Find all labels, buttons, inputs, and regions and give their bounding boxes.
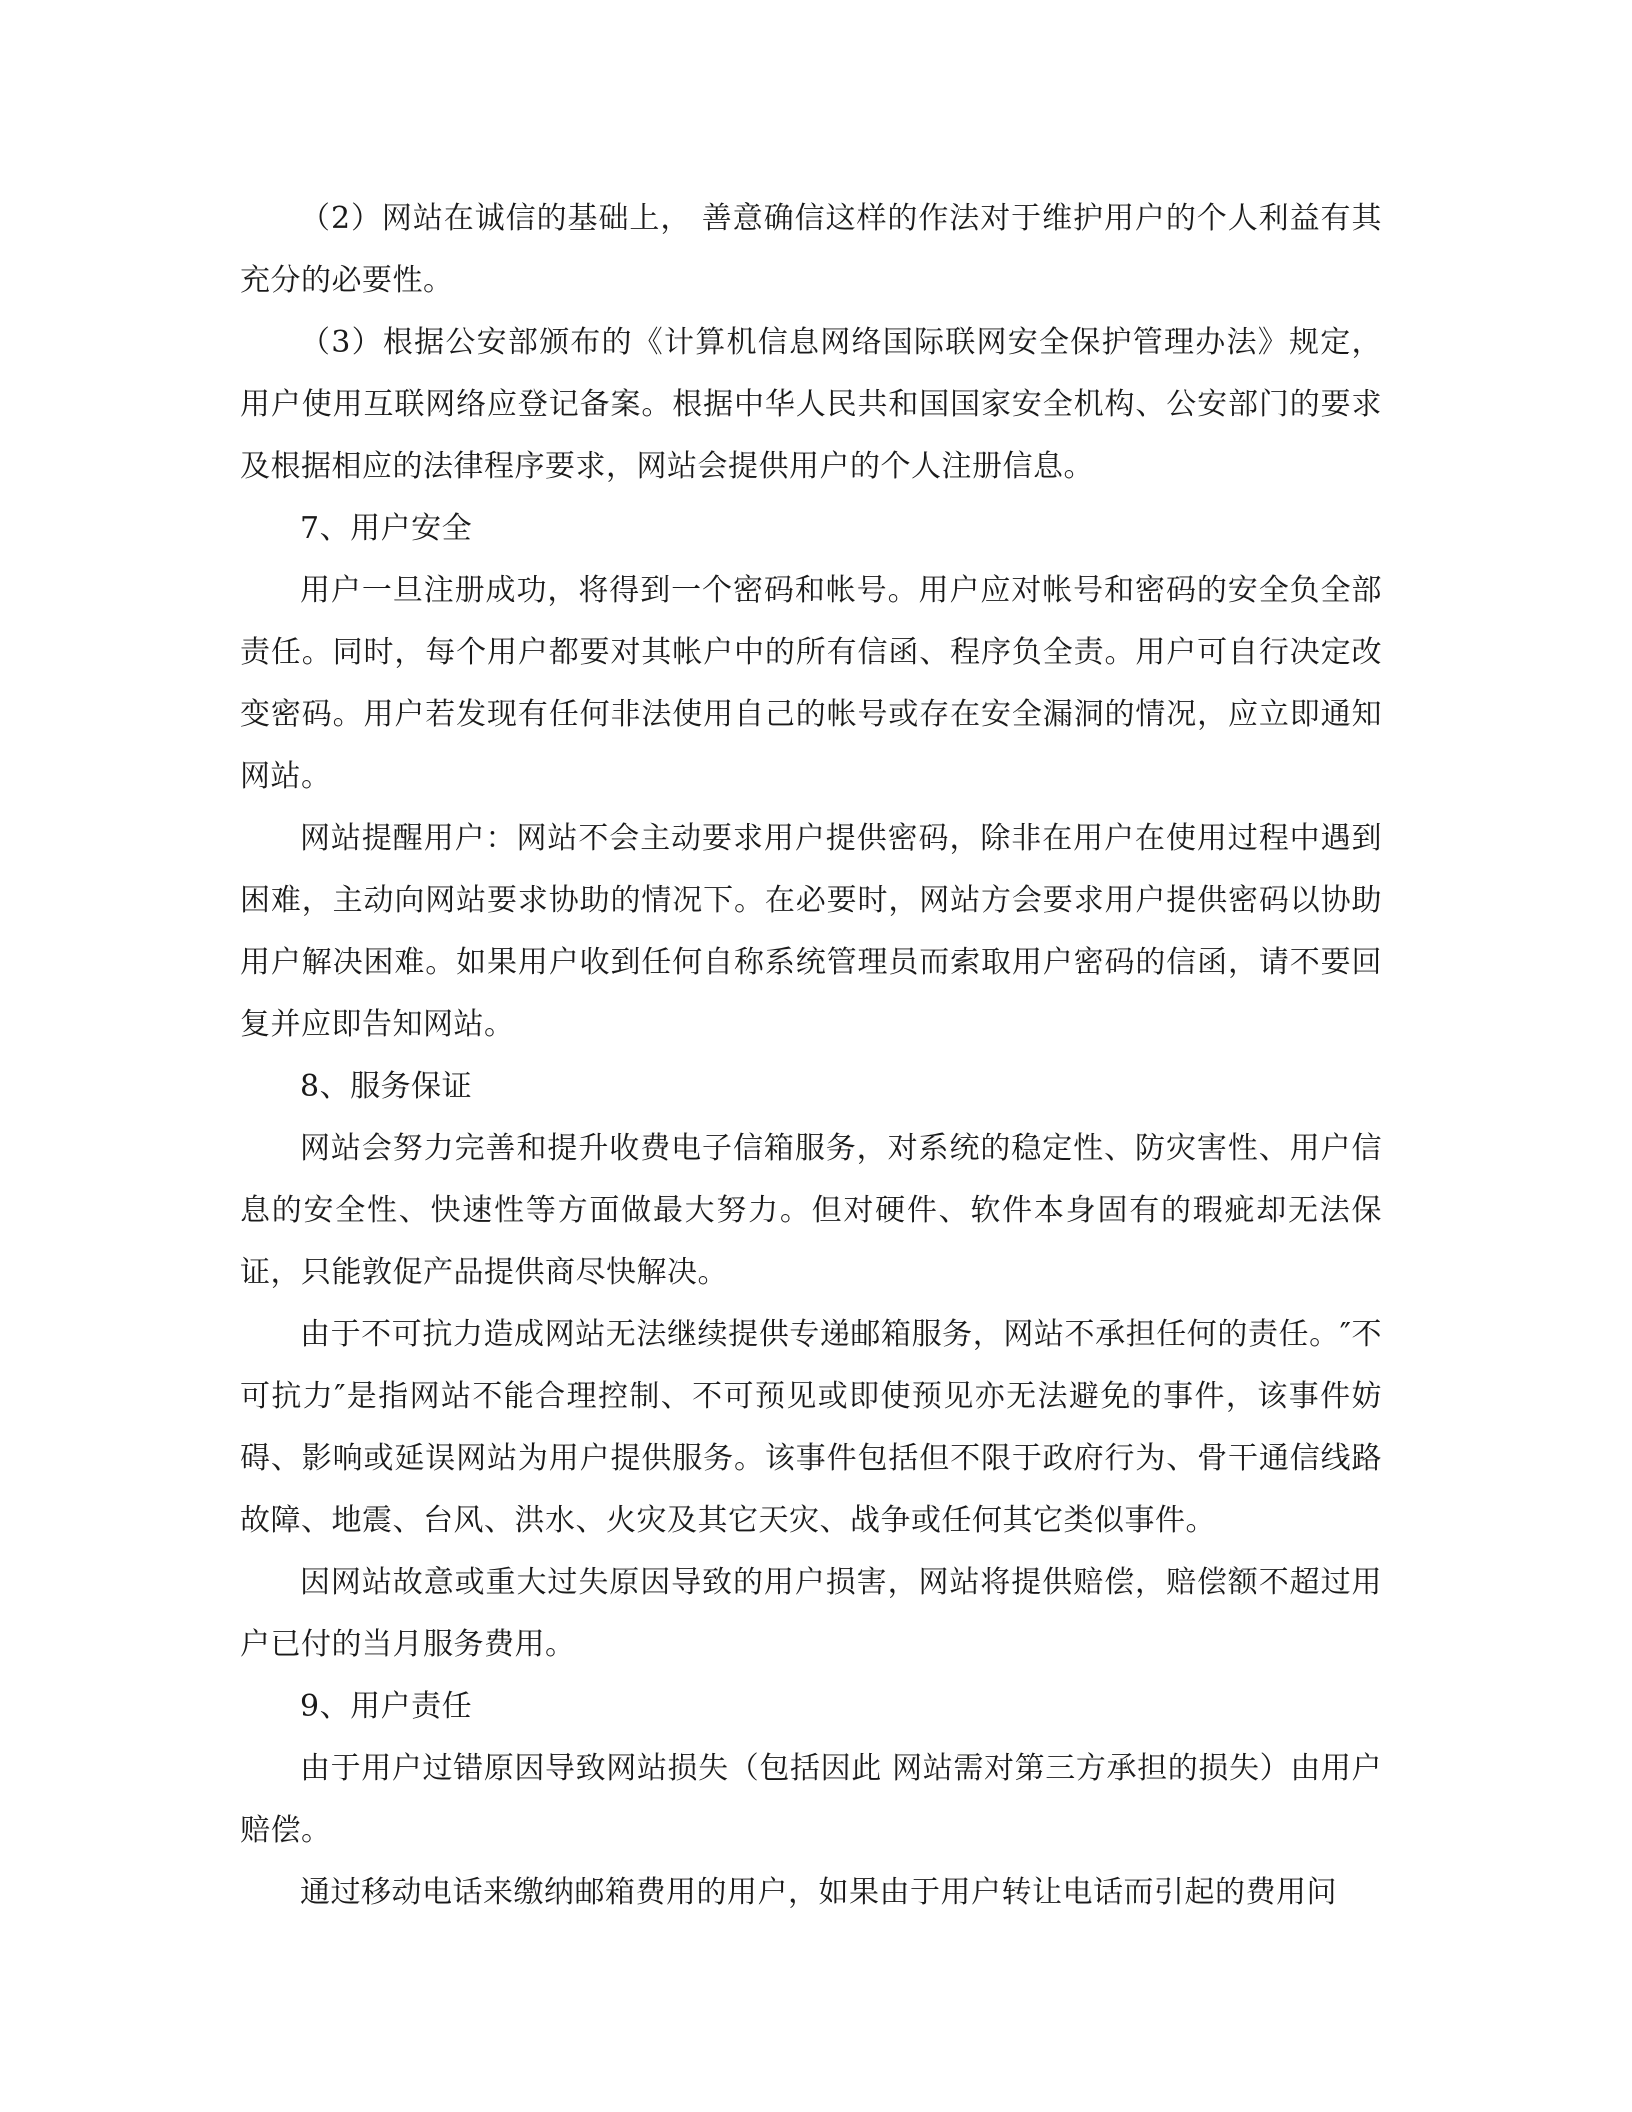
paragraph-compensation: 因网站故意或重大过失原因导致的用户损害，网站将提供赔偿，赔偿额不超过用户已付的当月服务费用。 xyxy=(240,1565,1382,1662)
paragraph-2-good-faith: （2）网站在诚信的基础上， 善意确信这样的作法对于维护用户的个人利益有其充分的必要性。 xyxy=(240,201,1382,298)
paragraph-service-improvement: 网站会努力完善和提升收费电子信箱服务，对系统的稳定性、防灾害性、用户信息的安全性、快速性等方面做最大努力。但对硬件、软件本身固有的瑕疵却无法保证，只能敦促产品提供商尽快解决。 xyxy=(240,1131,1382,1290)
paragraph-force-majeure: 由于不可抗力造成网站无法继续提供专递邮箱服务，网站不承担任何的责任。″不可抗力″是指网站不能合理控制、不可预见或即使预见亦无法避免的事件，该事件妨碍、影响或延误网站为用户提供服务。该事件包括但不限于政府行为、骨干通信线路故障、地震、台风、洪水、火灾及其它天灾、战争或任何其它类似事件。 xyxy=(240,1317,1382,1538)
section-heading-user-responsibility: 9、用户责任 xyxy=(300,1689,473,1724)
document-body xyxy=(240,188,1382,1924)
paragraph-user-fault: 由于用户过错原因导致网站损失（包括因此 网站需对第三方承担的损失）由用户赔偿。 xyxy=(240,1751,1382,1848)
paragraph-mobile-payment: 通过移动电话来缴纳邮箱费用的用户，如果由于用户转让电话而引起的费用问 xyxy=(300,1875,1337,1910)
paragraph-3-registration-info: （3）根据公安部颁布的《计算机信息网络国际联网安全保护管理办法》规定，用户使用互联网络应登记备案。根据中华人民共和国国家安全机构、公安部门的要求及根据相应的法律程序要求，网站会提供用户的个人注册信息。 xyxy=(240,325,1382,484)
section-heading-user-security: 7、用户安全 xyxy=(300,511,473,546)
section-heading-service-guarantee: 8、服务保证 xyxy=(300,1069,473,1104)
paragraph-password-reminder: 网站提醒用户：网站不会主动要求用户提供密码，除非在用户在使用过程中遇到困难，主动向网站要求协助的情况下。在必要时，网站方会要求用户提供密码以协助用户解决困难。如果用户收到任何自称系统管理员而索取用户密码的信函，请不要回复并应即告知网站。 xyxy=(240,821,1382,1042)
paragraph-account-password: 用户一旦注册成功，将得到一个密码和帐号。用户应对帐号和密码的安全负全部责任。同时，每个用户都要对其帐户中的所有信函、程序负全责。用户可自行决定改变密码。用户若发现有任何非法使用自己的帐号或存在安全漏洞的情况，应立即通知网站。 xyxy=(240,573,1382,794)
